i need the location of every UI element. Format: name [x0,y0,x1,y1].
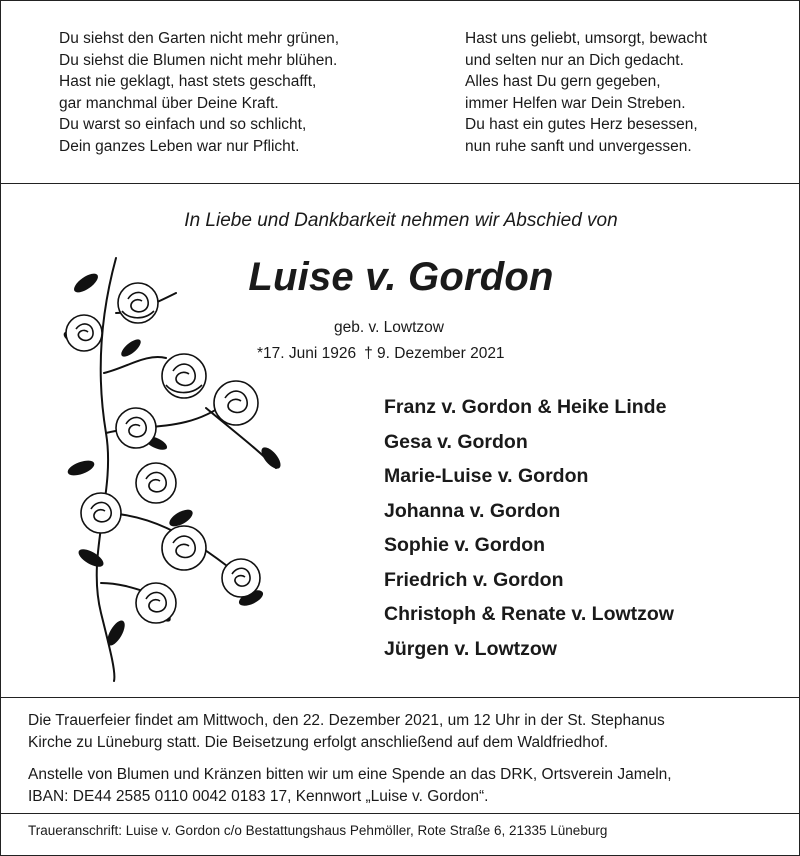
donation-notice [28,764,672,807]
farewell-intro: In Liebe und Dankbarkeit nehmen wir Abschied von [184,210,618,231]
poem-line: gar manchmal über Deine Kraft. [59,94,279,112]
poem-line: nun ruhe sanft und unvergessen. [465,137,692,155]
rose-branch-icon [56,253,296,688]
mourner-name: Marie-Luise v. Gordon [384,465,589,487]
mourner-name: Friedrich v. Gordon [384,568,564,591]
divider-middle [1,697,800,698]
death-date: † 9. Dezember 2021 [364,345,505,362]
poem-right-stanza [465,28,707,157]
notice-line: Anstelle von Blumen und Kränzen bitten wir um eine Spende an das DRK, Ortsverein Jameln, [28,766,672,783]
mourner-name: Christoph & Renate v. Lowtzow [384,603,674,625]
poem-line: Hast nie geklagt, hast stets geschafft, [59,73,317,90]
mourner-name: Johanna v. Gordon [384,499,561,522]
poem-line: und selten nur an Dich gedacht. [465,51,684,69]
mourner-name: Franz v. Gordon & Heike Linde [384,396,667,418]
mourner-name: Gesa v. Gordon [384,430,528,453]
mourner-name: Jürgen v. Lowtzow [384,637,557,660]
deceased-name: Luise v. Gordon [248,255,554,299]
poem-line: immer Helfen war Dein Streben. [465,94,686,112]
notice-line: Kirche zu Lüneburg statt. Die Beisetzung erfolgt anschließend auf dem Waldfriedhof. [28,733,609,751]
funeral-notice [28,710,665,753]
poem-left-stanza [59,28,339,157]
mourner-name: Sophie v. Gordon [384,534,546,556]
divider-top [1,183,800,184]
poem-line: Du warst so einfach und so schlicht, [59,116,307,133]
life-dates [257,345,505,363]
notice-line: IBAN: DE44 2585 0110 0042 0183 17, Kennwort „Luise v. Gordon“. [28,787,489,805]
poem-line: Hast uns geliebt, umsorgt, bewacht [465,30,708,47]
maiden-name: geb. v. Lowtzow [334,319,444,336]
notice-line: Die Trauerfeier findet am Mittwoch, den 22. Dezember 2021, um 12 Uhr in der St. Stephanus [28,712,665,729]
mourning-address: Traueranschrift: Luise v. Gordon c/o Bestattungshaus Pehmöller, Rote Straße 6, 21335 Lüneburg [28,823,608,838]
poem-line: Du siehst den Garten nicht mehr grünen, [59,30,340,47]
poem-line: Du hast ein gutes Herz besessen, [465,116,698,133]
birth-date: *17. Juni 1926 [257,345,357,362]
poem-line: Alles hast Du gern gegeben, [465,73,661,90]
mourners-list [384,396,674,672]
poem-line: Dein ganzes Leben war nur Pflicht. [59,137,300,155]
divider-bottom [1,813,800,814]
poem-line: Du siehst die Blumen nicht mehr blühen. [59,51,338,69]
